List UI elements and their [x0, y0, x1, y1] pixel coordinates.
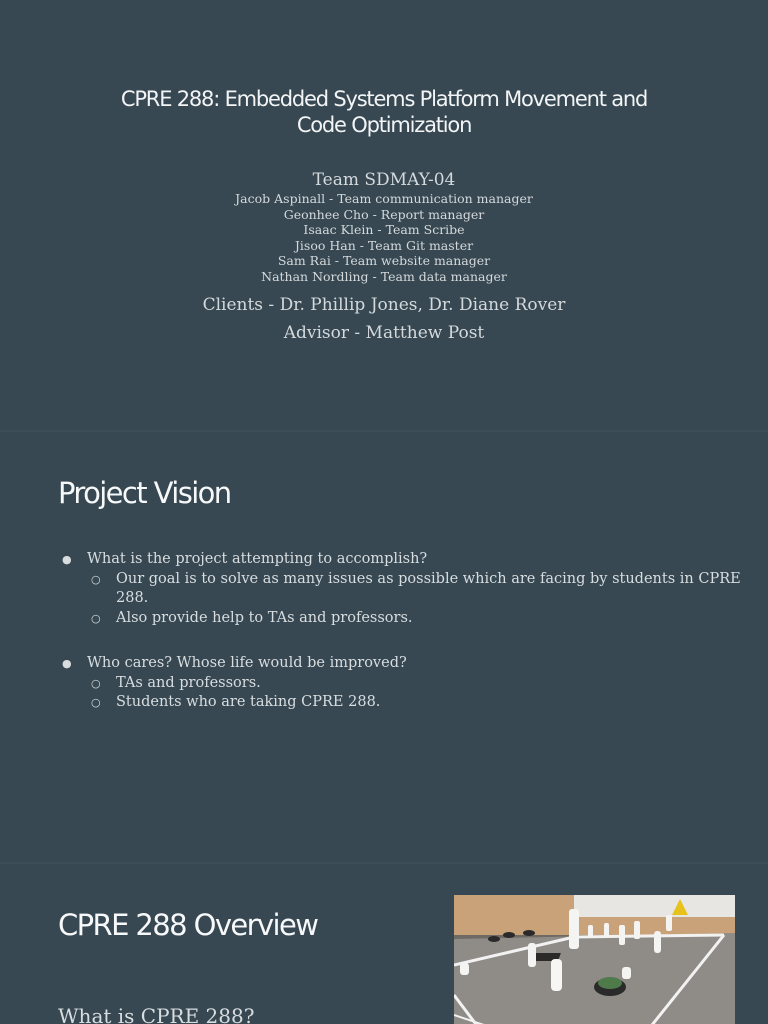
robot-arena-photo: [454, 895, 735, 1024]
bullet-dot-icon: ●: [62, 553, 72, 566]
slide-title: CPRE 288 Overview: [58, 908, 318, 942]
team-member: Sam Rai - Team website manager: [277, 253, 491, 269]
bullet-question-text: Who cares? Whose life would be improved?: [87, 655, 407, 671]
team-member: Nathan Nordling - Team data manager: [261, 268, 507, 284]
bullet-circle-icon: ○: [91, 696, 101, 709]
clients-line: Clients - Dr. Phillip Jones, Dr. Diane Rover: [202, 294, 566, 315]
presentation-title: CPRE 288: Embedded Systems Platform Movement and Code Optimization: [120, 87, 648, 137]
bullet-question: [62, 550, 742, 570]
bullet-dot-icon: ●: [62, 657, 72, 670]
bullet-answer-text: Also provide help to TAs and professors.: [116, 609, 413, 626]
overview-slide: [0, 864, 768, 1024]
slide-subheading: What is CPRE 288?: [58, 1004, 255, 1024]
team-name: Team SDMAY-04: [312, 170, 456, 190]
arena-photo-illustration: [454, 895, 735, 1024]
title-slide: [0, 0, 768, 430]
bullet-answer-text: Students who are taking CPRE 288.: [116, 694, 381, 710]
bullet-circle-icon: ○: [91, 676, 101, 690]
bullet-answer: [62, 674, 742, 694]
slide-title: Project Vision: [58, 476, 231, 510]
advisor-line: Advisor - Matthew Post: [283, 322, 485, 343]
team-member: Geonhee Cho - Report manager: [283, 206, 485, 222]
bullet-list: [62, 550, 742, 713]
bullet-answer: [62, 693, 742, 713]
team-member: Isaac Klein - Team Scribe: [303, 222, 465, 238]
team-member: Jisoo Han - Team Git master: [294, 237, 474, 253]
bullet-circle-icon: ○: [91, 572, 101, 586]
team-info: [0, 170, 768, 347]
bullet-answer: [62, 609, 742, 629]
bullet-answer: [62, 570, 742, 609]
bullet-question: [62, 654, 742, 674]
team-member: Jacob Aspinall - Team communication manager: [235, 191, 533, 206]
bullet-answer-text: Our goal is to solve as many issues as possible which are facing by students in CPRE 288.: [116, 570, 741, 606]
bullet-question-text: What is the project attempting to accomplish?: [87, 551, 428, 567]
project-vision-slide: [0, 432, 768, 862]
bullet-circle-icon: ○: [91, 611, 101, 625]
bullet-answer-text: TAs and professors.: [116, 674, 261, 691]
